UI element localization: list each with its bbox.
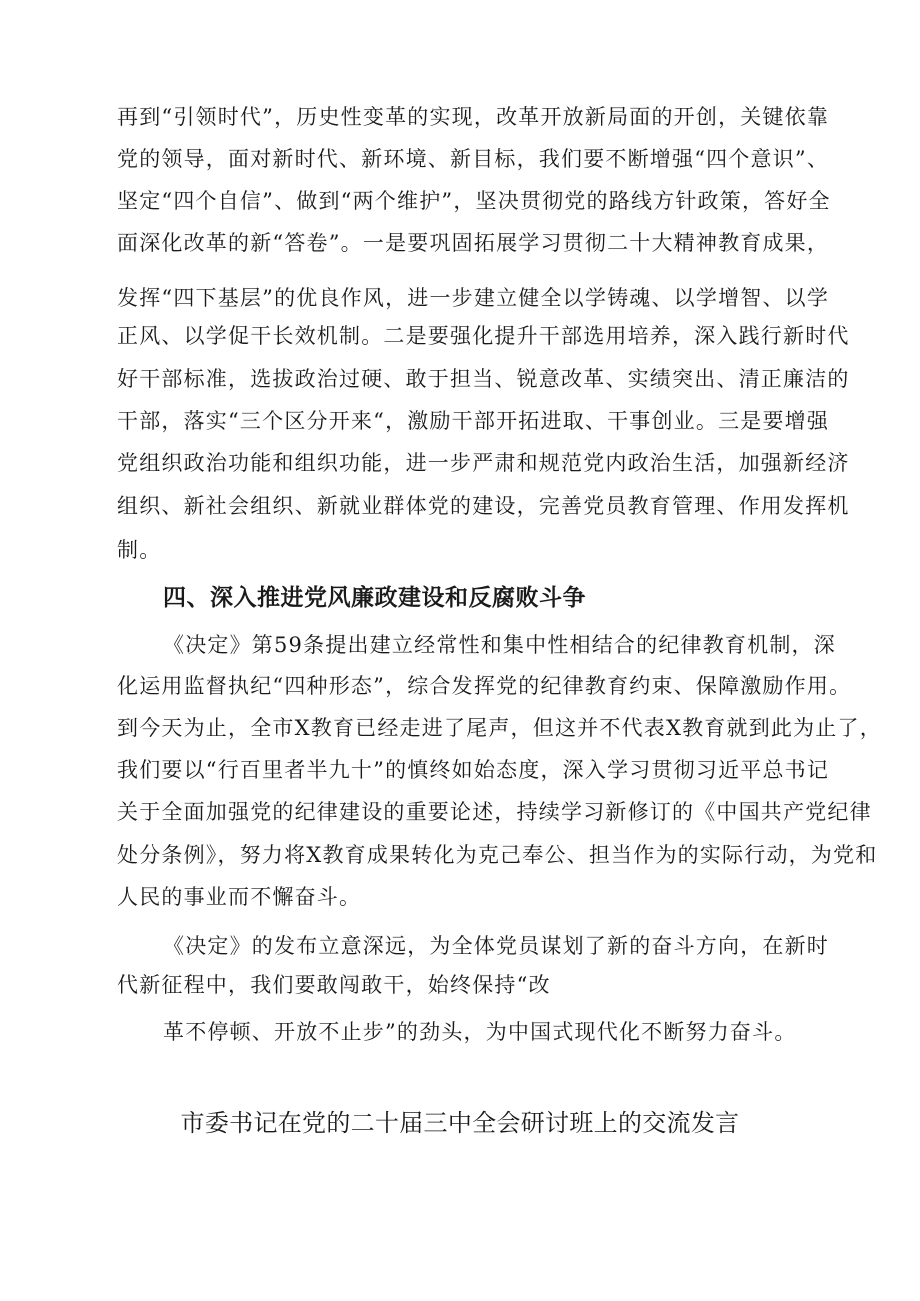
text-line: 干部，落实“三个区分开来“，激励干部开拓进取、干事创业。三是要增强 <box>117 409 830 433</box>
document-title: 市委书记在党的二十届三中全会研讨班上的交流发言 <box>180 1109 740 1137</box>
text-line: 好干部标准，选拔政治过硬、敢于担当、锐意改革、实绩突出、清正廉洁的 <box>117 367 850 391</box>
text-line: 发挥“四下基层”的优良作风，进一步建立健全以学铸魂、以学增智、以学 <box>117 286 830 310</box>
text-line: 《决定》的发布立意深远，为全体党员谋划了新的奋斗方向，在新时 <box>163 934 829 958</box>
text-line: 代新征程中，我们要敢闯敢干，始终保持“改 <box>117 973 551 997</box>
text-line: 坚定“四个自信”、做到“两个维护”，坚决贯彻党的路线方针政策，答好全 <box>117 189 831 213</box>
section-heading: 四、深入推进党风廉政建设和反腐败斗争 <box>163 585 586 611</box>
text-line: 我们要以“行百里者半九十”的慎终如始态度，深入学习贯彻习近平总书记 <box>117 758 830 782</box>
text-line: 制。 <box>117 538 162 562</box>
text-line: 处分条例》，努力将X教育成果转化为克己奉公、担当作为的实际行动，为党和 <box>117 843 878 867</box>
text-line: 化运用监督执纪“四种形态”，综合发挥党的纪律教育约束、保障激励作用。 <box>117 674 852 698</box>
text-line: 关于全面加强党的纪律建设的重要论述，持续学习新修订的《中国共产党纪律 <box>117 800 872 824</box>
text-line: 《决定》第59条提出建立经常性和集中性相结合的纪律教育机制，深 <box>163 633 836 657</box>
text-line: 正风、以学促干长效机制。二是要强化提升干部选用培养，深入践行新时代 <box>117 324 850 348</box>
text-line: 组织、新社会组织、新就业群体党的建设，完善党员教育管理、作用发挥机 <box>117 494 850 518</box>
text-line: 人民的事业而不懈奋斗。 <box>117 885 362 909</box>
text-line: 党的领导，面对新时代、新环境、新目标，我们要不断增强“四个意识”、 <box>117 147 830 171</box>
text-line: 党组织政治功能和组织功能，进一步严肃和规范党内政治生活，加强新经济 <box>117 451 850 475</box>
text-line: 再到“引领时代”，历史性变革的实现，改革开放新局面的开创，关键依靠 <box>117 105 830 129</box>
text-line: 到今天为止，全市X教育已经走进了尾声，但这并不代表X教育就到此为止了， <box>117 716 882 740</box>
text-line: 革不停顿、开放不止步”的劲头，为中国式现代化不断努力奋斗。 <box>163 1020 797 1044</box>
text-line: 面深化改革的新“答卷”。一是要巩固拓展学习贯彻二十大精神教育成果， <box>117 231 830 255</box>
